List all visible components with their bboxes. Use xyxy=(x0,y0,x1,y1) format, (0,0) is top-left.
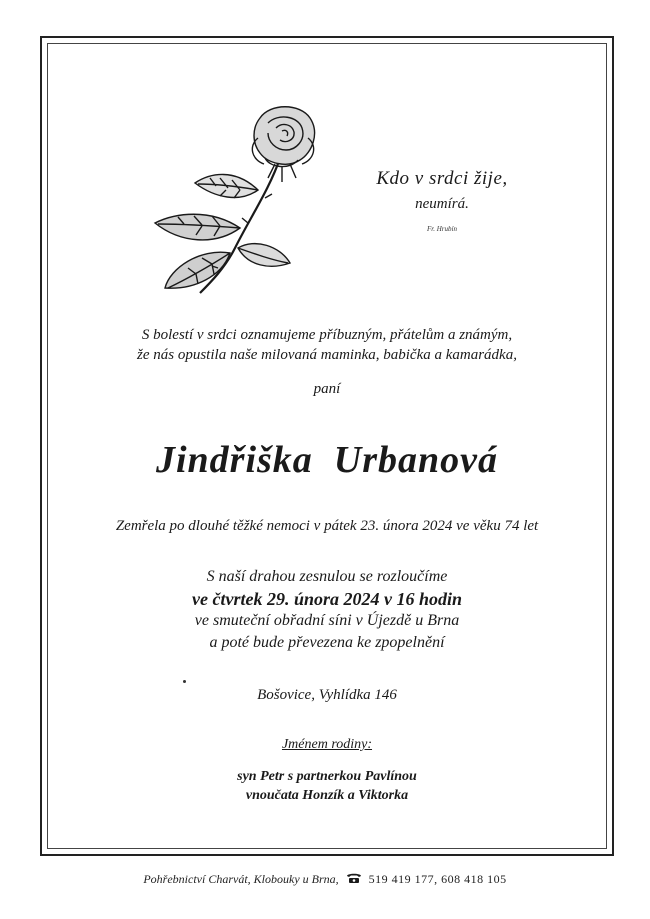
phone-numbers: 519 419 177, 608 418 105 xyxy=(368,872,507,886)
funeral-service-footer xyxy=(0,872,650,888)
family-members xyxy=(47,767,607,805)
farewell-venue: ve smuteční obřadní síni v Újezdě u Brna xyxy=(194,612,460,629)
motto-quote xyxy=(372,168,512,233)
telephone-icon xyxy=(346,872,362,888)
farewell-details xyxy=(47,566,607,654)
honorific-title: paní xyxy=(313,381,341,397)
announcement-intro xyxy=(47,325,607,365)
motto-line-2: neumírá. xyxy=(415,196,469,212)
funeral-company: Pohřebnictví Charvát, Klobouky u Brna, xyxy=(143,872,339,886)
motto-line-1: Kdo v srdci žije, xyxy=(376,168,508,189)
death-notice-line: Zemřela po dlouhé těžké nemoci v pátek 23. února 2024 ve věku 74 let xyxy=(115,518,539,534)
deceased-name: Jindřiška Urbanová xyxy=(155,439,499,481)
intro-line-1: S bolestí v srdci oznamujeme příbuzným, přátelům a známým, xyxy=(141,327,513,343)
farewell-date-time: ve čtvrtek 29. února 2024 v 16 hodin xyxy=(192,589,462,609)
family-address: Bošovice, Vyhlídka 146 xyxy=(257,687,397,703)
intro-line-2: že nás opustila naše milovaná maminka, babička a kamarádka, xyxy=(137,347,517,363)
motto-author: Fr. Hrubín xyxy=(427,225,457,233)
rose-illustration xyxy=(140,98,330,298)
farewell-line-1: S naší drahou zesnulou se rozloučíme xyxy=(206,568,448,585)
family-line-1: syn Petr s partnerkou Pavlínou xyxy=(237,769,417,784)
stray-dot xyxy=(183,680,186,683)
farewell-cremation: a poté bude převezena ke zpopelnění xyxy=(209,634,445,651)
family-heading: Jménem rodiny: xyxy=(281,737,373,752)
family-line-2: vnoučata Honzík a Viktorka xyxy=(245,788,409,803)
